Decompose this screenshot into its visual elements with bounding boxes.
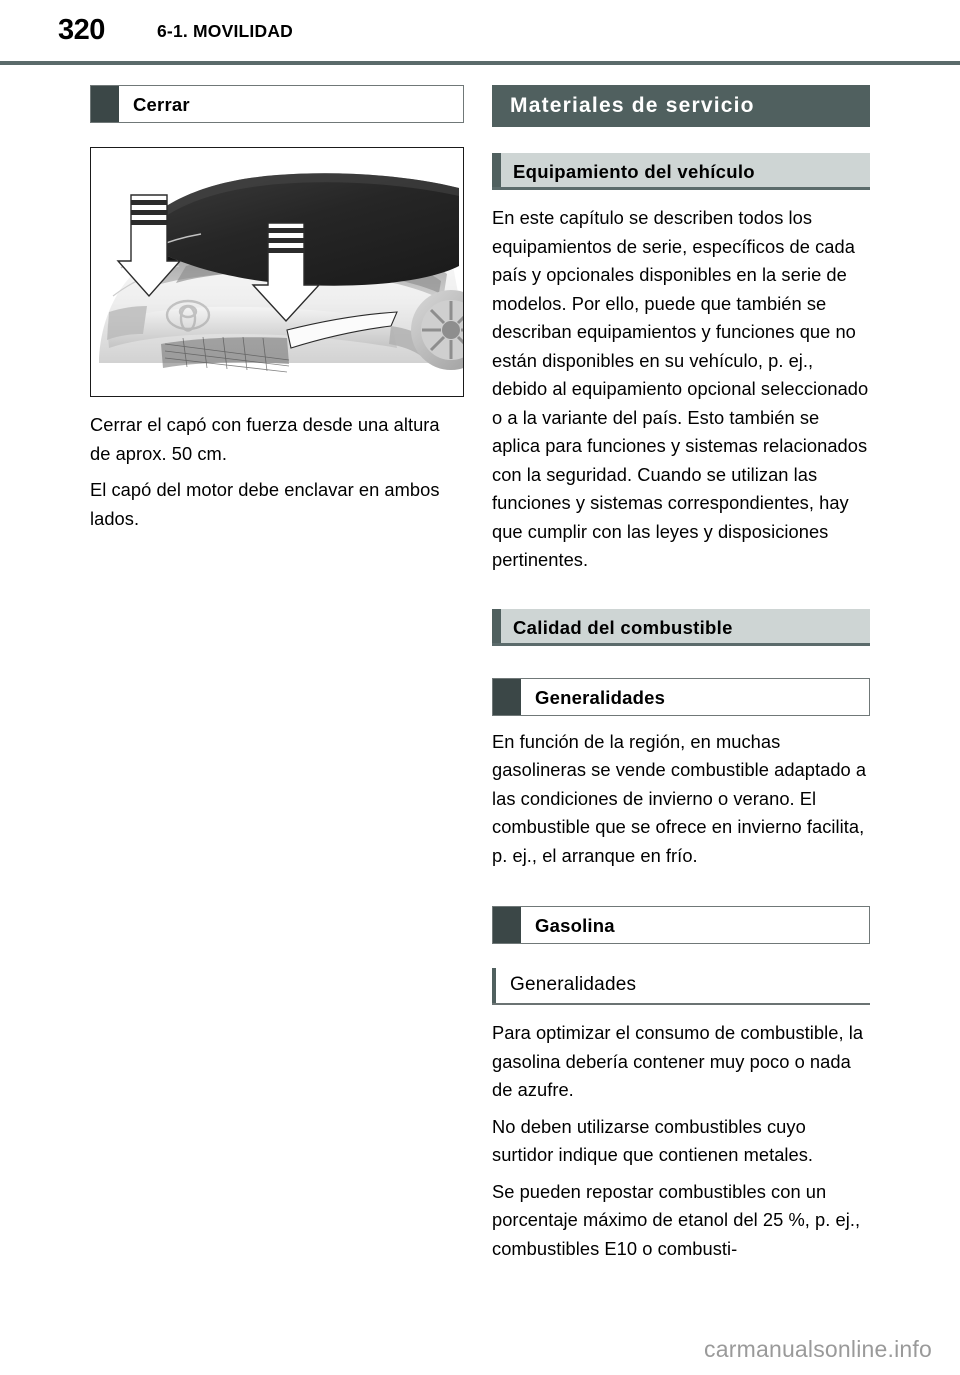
right-column bbox=[492, 85, 870, 1271]
paragraph: Para optimizar el consumo de combustible, la gasolina debería contener muy poco o nada de azufre. bbox=[492, 1022, 864, 1100]
section-heading-generalidades-combustible bbox=[492, 678, 870, 716]
section-heading-generalidades-gasolina bbox=[492, 968, 870, 1005]
site-watermark: carmanualsonline.info bbox=[704, 1336, 932, 1362]
heading-marker-block bbox=[492, 153, 501, 187]
section-heading-label: Equipamiento del vehículo bbox=[513, 161, 755, 182]
paragraph: No deben utilizarse combustibles cuyo surtidor indique que contienen metales. bbox=[492, 1115, 814, 1165]
paragraph: El capó del motor debe enclavar en ambos lados. bbox=[90, 479, 440, 529]
heading-marker-block bbox=[91, 86, 119, 122]
heading-marker-bar bbox=[492, 968, 496, 1003]
section-heading-cerrar bbox=[90, 85, 464, 123]
heading-marker-block bbox=[493, 907, 521, 943]
heading-marker-block bbox=[493, 679, 521, 715]
paragraph: Se pueden repostar combustibles con un porcentaje máximo de etanol del 25 %, p. ej., combustibles E10 o combusti- bbox=[492, 1180, 861, 1259]
main-heading-materiales-de-servicio: Materiales de servicio bbox=[492, 85, 870, 127]
car-front-hood-figure bbox=[91, 148, 463, 396]
page-number: 320 bbox=[58, 14, 105, 46]
section-heading-label: Calidad del combustible bbox=[513, 616, 733, 638]
section-heading-label: Generalidades bbox=[510, 974, 637, 995]
section-heading-label: Cerrar bbox=[133, 94, 190, 115]
left-column bbox=[90, 85, 464, 541]
section-heading-label: Gasolina bbox=[535, 915, 615, 936]
chapter-title: 6-1. MOVILIDAD bbox=[157, 21, 294, 41]
heading-marker-block bbox=[492, 609, 501, 643]
section-heading-gasolina bbox=[492, 906, 870, 944]
hood-closing-illustration bbox=[90, 147, 464, 397]
section-heading-equipamiento-del-vehiculo bbox=[492, 153, 870, 190]
section-heading-calidad-del-combustible bbox=[492, 609, 870, 646]
paragraph: En este capítulo se describen todos los equipamientos de serie, específicos de cada país y opcionales disponibles en la serie de modelos. Por ello, puede que también se describan equipamientos y funciones que no están disponibles en su vehículo, p. ej., debido al equipamiento opcional seleccionado o a la variante del país. Esto también se aplica para funciones y sistemas relacionados con la seguridad. Cuando se utilizan las funciones y sistemas correspondientes, hay que cumplir con las leyes y disposiciones pertinentes. bbox=[492, 207, 869, 570]
section-body-equipamiento bbox=[492, 204, 870, 575]
section-heading-label: Generalidades bbox=[535, 686, 666, 708]
page-header bbox=[0, 0, 960, 63]
paragraph: Cerrar el capó con fuerza desde una altura de aprox. 50 cm. bbox=[90, 414, 440, 464]
section-body-generalidades-gasolina bbox=[492, 1019, 870, 1263]
paragraph: En función de la región, en muchas gasolineras se vende combustible adaptado a las condiciones de invierno o verano. El combustible que se ofrece en invierno facilita, p. ej., el arranque en frío. bbox=[492, 730, 867, 866]
left-body-text bbox=[90, 411, 464, 533]
header-divider bbox=[0, 61, 960, 65]
section-body-generalidades-combustible bbox=[492, 728, 870, 871]
